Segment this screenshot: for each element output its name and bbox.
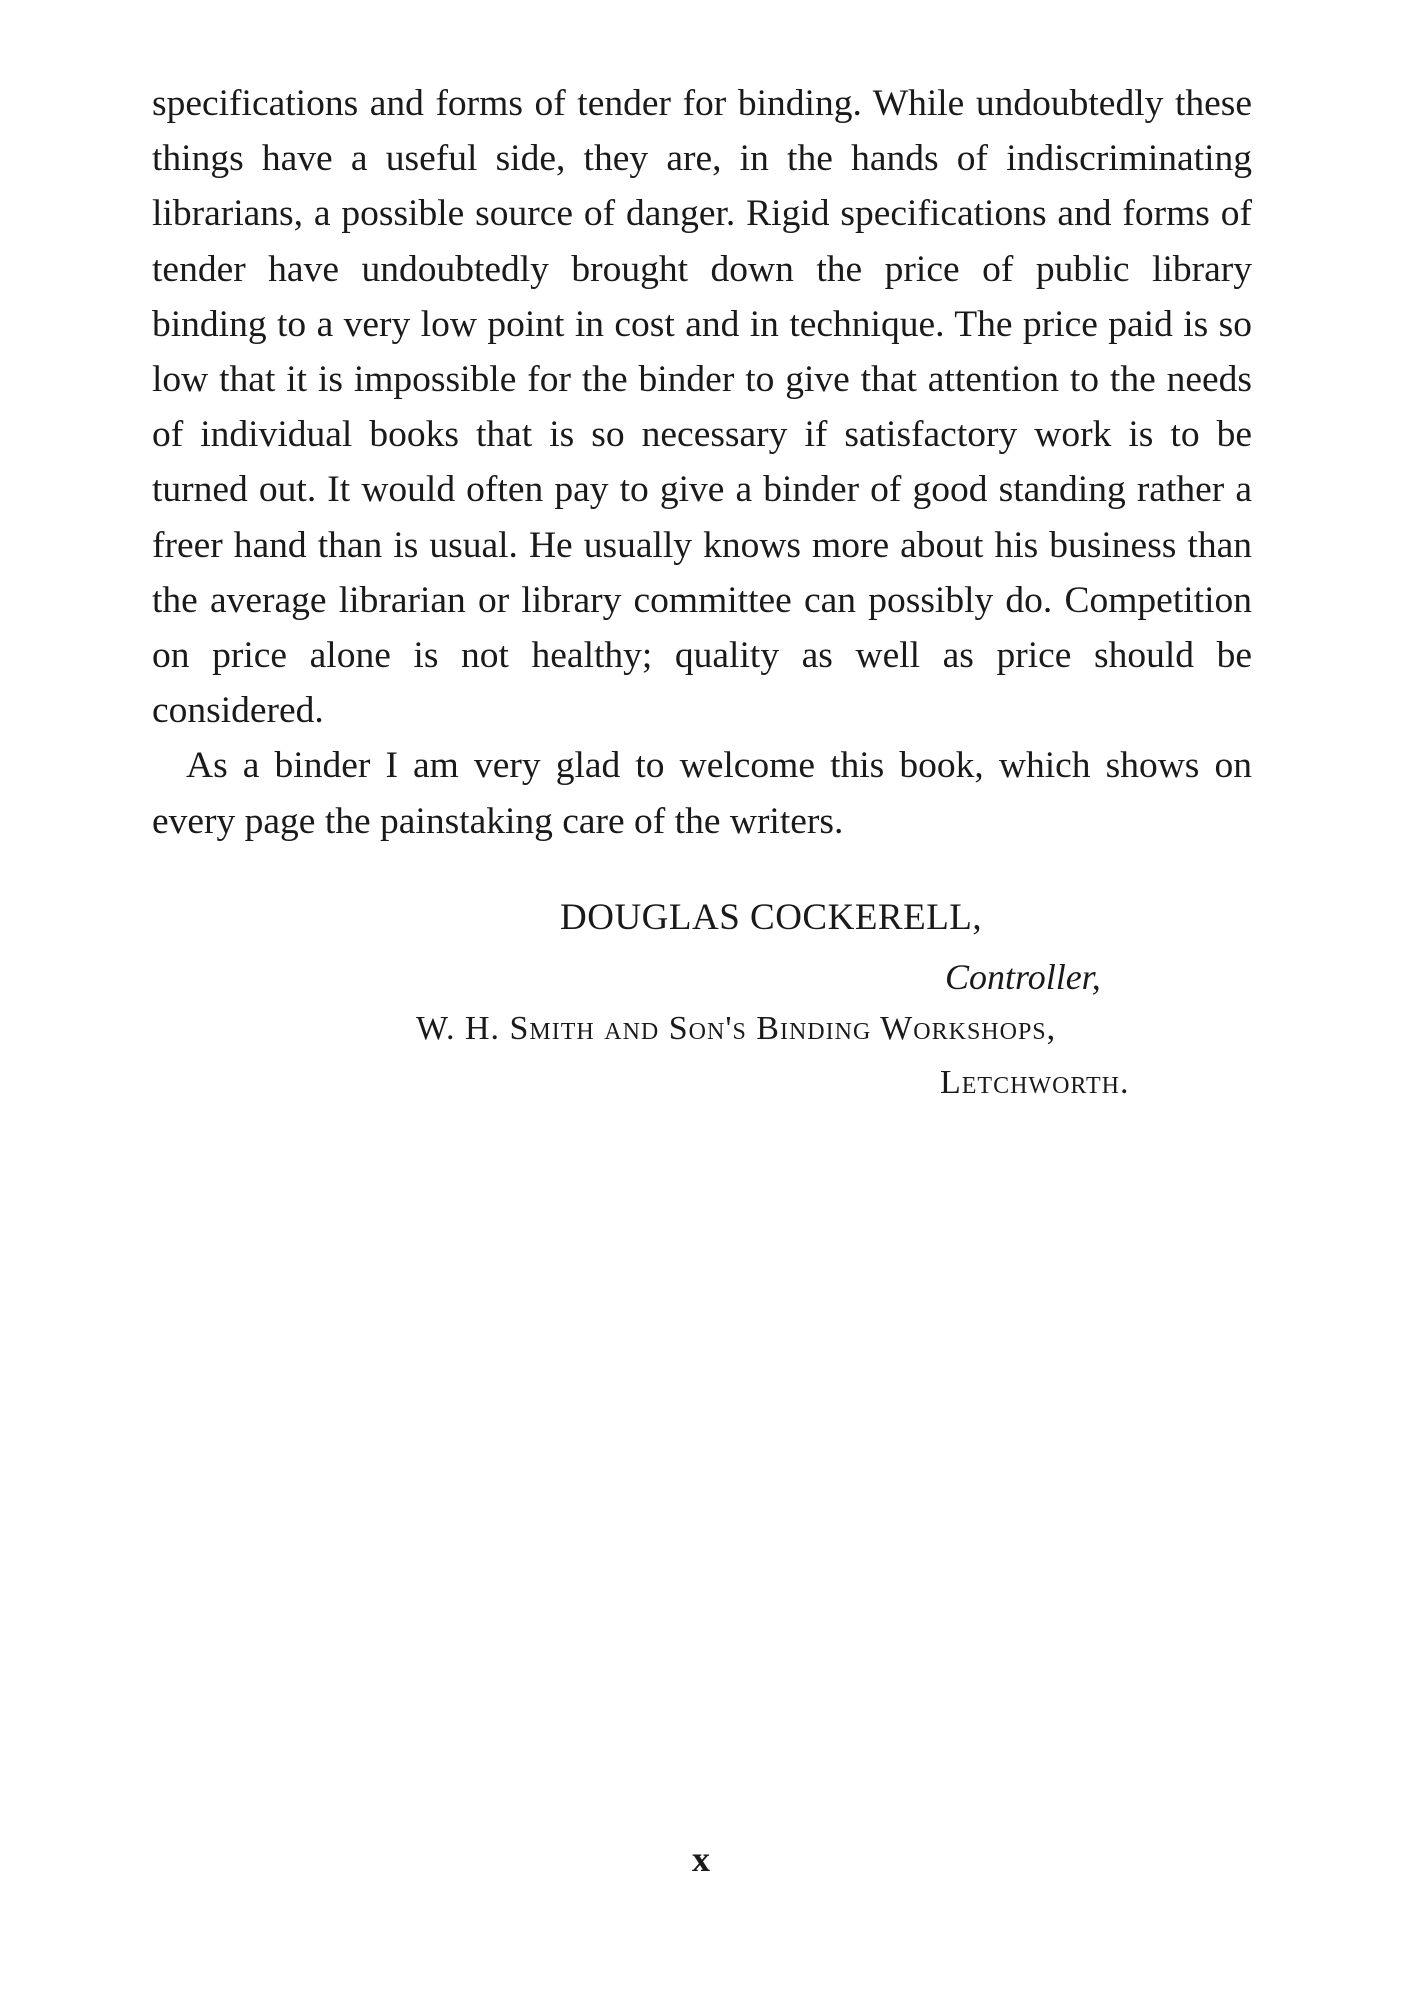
paragraph-2: As a binder I am very glad to welcome this book, which shows on every page the painstaking care of the writers. <box>152 745 1252 842</box>
paragraph-1: specifications and forms of tender for binding. While undoubtedly these things have a useful side, they are, in the hands of indiscriminating librarians, a possible source of danger. Rigid specifications and forms of tender have undoubtedly brought down the price of public library binding to a very low point in cost and in technique. The price paid is so low that it is impossible for the binder to give that attention to the needs of individual books that is so necessary if satisfactory work is to be turned out. It would often pay to give a binder of good standing rather a freer hand than is usual. He usually knows more about his business than the average librarian or library committee can possibly do. Competition on price alone is not healthy; quality as well as price should be considered. <box>152 83 1252 732</box>
signature-name: DOUGLAS COCKERELL, <box>560 897 983 938</box>
signature-organization: W. H. Smith and Son's Binding Workshops, <box>416 1010 1057 1047</box>
page-number: x <box>692 1839 710 1879</box>
body-text <box>152 76 1252 849</box>
signature-place: Letchworth. <box>940 1064 1130 1101</box>
signature-title: Controller, <box>945 957 1101 997</box>
